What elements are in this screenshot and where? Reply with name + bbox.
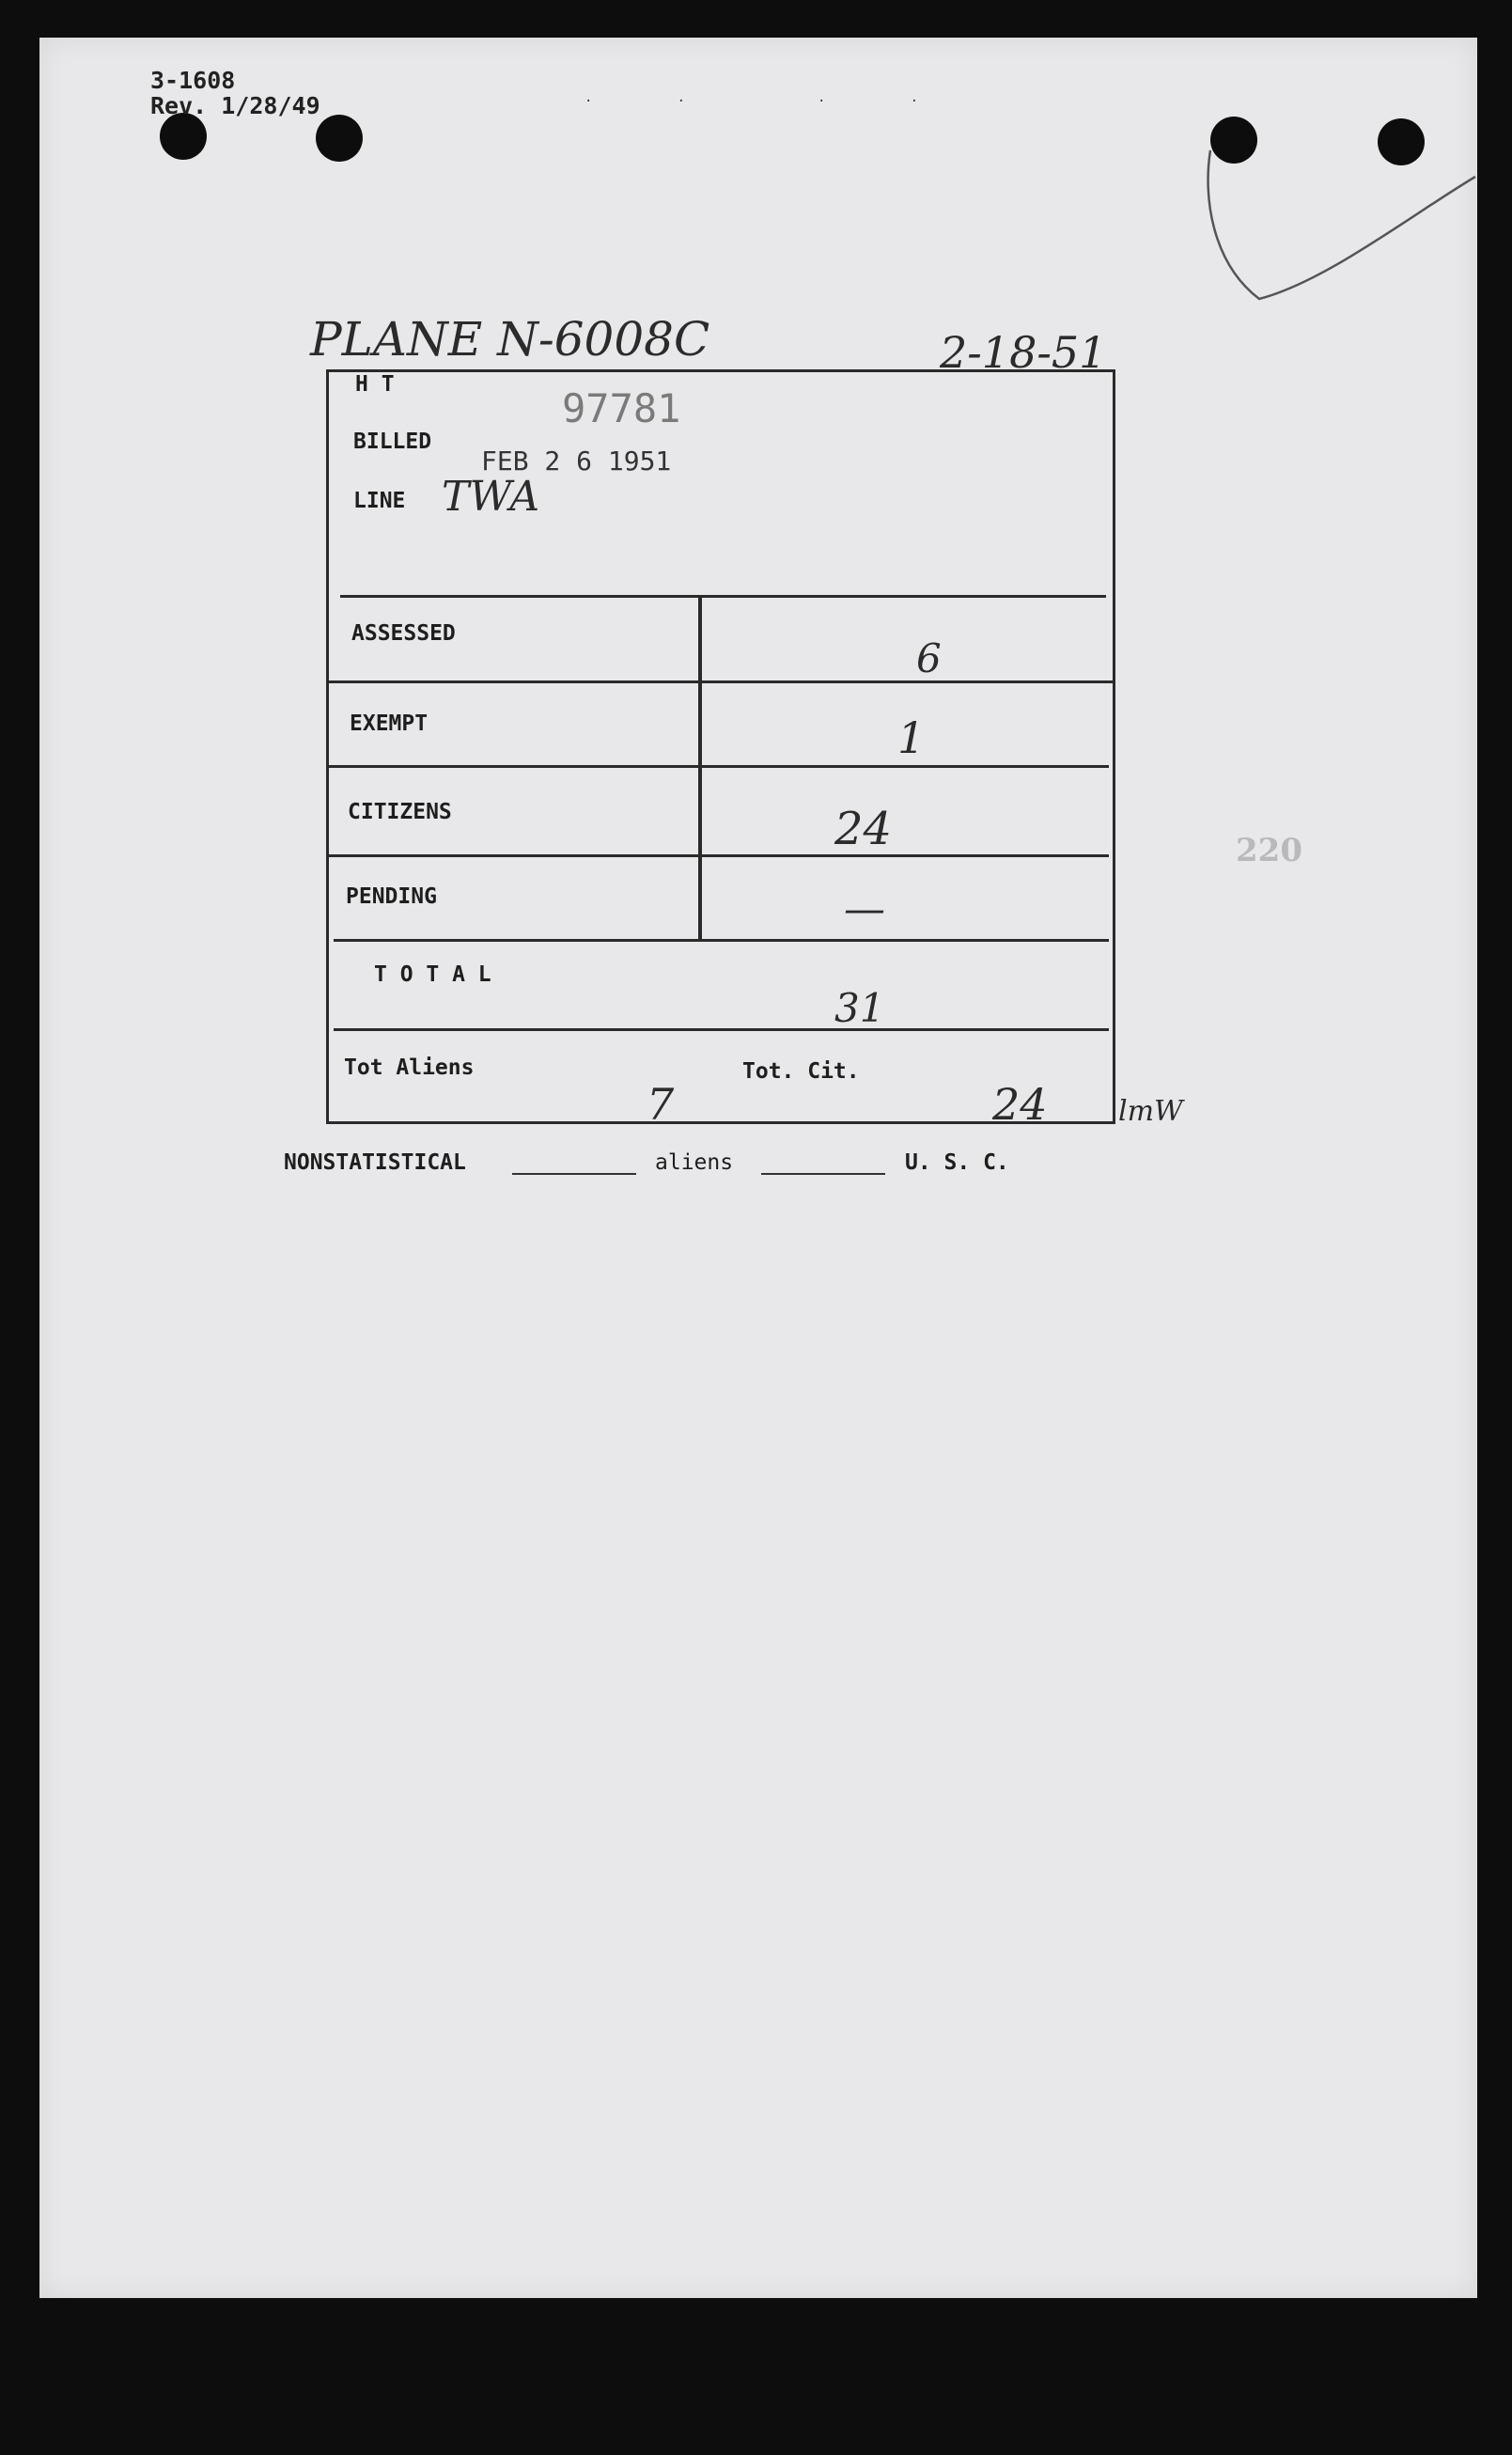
row-divider: [329, 854, 1109, 857]
tot-aliens-value: 7: [647, 1079, 675, 1130]
pending-label: PENDING: [346, 884, 437, 909]
arrival-date: 2-18-51: [940, 327, 1107, 378]
tot-cit-label: Tot. Cit.: [742, 1059, 860, 1084]
billed-date-stamp: FEB 2 6 1951: [481, 446, 672, 477]
top-mark: . .: [585, 90, 694, 105]
row-divider: [329, 680, 1114, 683]
aliens-label: aliens: [655, 1150, 734, 1175]
exempt-value: 1: [897, 712, 926, 763]
row-divider: [329, 765, 1109, 768]
citizens-label: CITIZENS: [348, 800, 452, 824]
column-divider: [698, 595, 702, 939]
form-number: [150, 68, 320, 118]
assessed-label: ASSESSED: [351, 621, 456, 646]
assessed-value: 6: [916, 635, 942, 681]
punch-hole: [316, 115, 363, 162]
top-mark: . .: [818, 90, 927, 105]
total-label: T O T A L: [374, 962, 491, 987]
row-divider: [334, 1028, 1109, 1031]
tot-cit-value: 24: [992, 1079, 1048, 1130]
pencil-mark: [1203, 141, 1485, 310]
punch-hole: [160, 113, 207, 160]
row-divider: [340, 595, 1106, 598]
plane-number: PLANE N-6008C: [310, 312, 710, 367]
aliens-blank: [761, 1173, 885, 1175]
usc-label: U. S. C.: [905, 1150, 1009, 1175]
ht-stamp-number: 97781: [562, 385, 681, 431]
line-label: LINE: [353, 489, 406, 513]
exempt-label: EXEMPT: [350, 711, 429, 736]
form-number-code: 3-1608: [150, 67, 236, 94]
billed-label: BILLED: [353, 430, 432, 454]
side-stamp-number: 220: [1236, 832, 1302, 869]
line-value: TWA: [442, 473, 540, 521]
row-divider: [334, 939, 1109, 942]
initials: lmW: [1118, 1095, 1183, 1128]
citizens-value: 24: [834, 803, 893, 855]
pending-value: —: [844, 885, 885, 933]
nonstatistical-blank: [512, 1173, 636, 1175]
form-revision: Rev. 1/28/49: [150, 92, 320, 119]
tot-aliens-label: Tot Aliens: [344, 1055, 475, 1080]
total-value: 31: [834, 985, 885, 1031]
ht-label: H T: [355, 372, 395, 397]
nonstatistical-label: NONSTATISTICAL: [284, 1150, 466, 1175]
